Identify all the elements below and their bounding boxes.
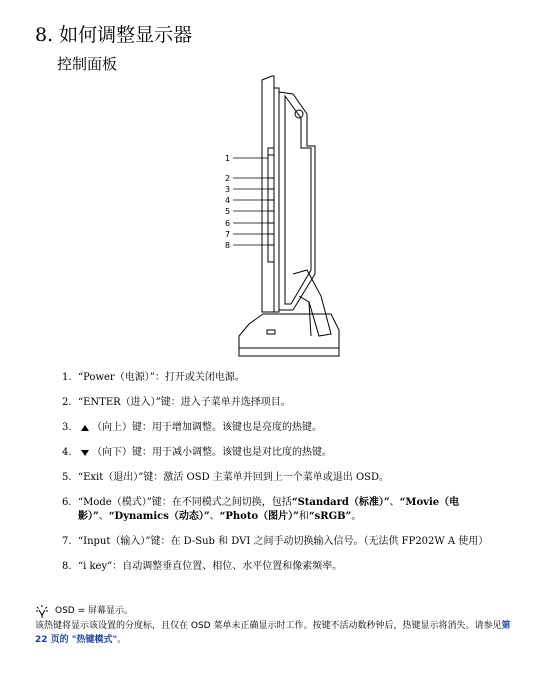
control-list	[62, 371, 522, 585]
list-item	[62, 371, 522, 385]
list-item	[62, 396, 522, 410]
list-item	[62, 471, 522, 485]
item-number: 6.	[62, 497, 72, 508]
list-item	[62, 496, 522, 524]
item-text: “ENTER（进入）”键：进入子菜单并选择项目。	[78, 397, 291, 408]
item-number: 2.	[62, 397, 72, 408]
item-number: 8.	[62, 561, 72, 572]
list-item	[62, 560, 522, 574]
list-item	[62, 535, 522, 549]
section-heading: 8. 如何调整显示器	[35, 24, 193, 46]
callout-label: 5	[225, 207, 231, 216]
item-text: “i key”：自动调整垂直位置、相位、水平位置和像素频率。	[78, 561, 343, 572]
monitor-side-view-figure	[215, 74, 345, 364]
page-reference-link[interactable]: 第 22 页的 "热键模式"	[35, 621, 511, 645]
item-text: “Power（电源）”：打开或关闭电源。	[78, 372, 245, 383]
item-number: 7.	[62, 536, 72, 547]
monitor-diagram	[215, 74, 345, 364]
note-title: OSD = 屏幕显示。	[55, 606, 133, 616]
item-number: 3.	[62, 422, 72, 433]
item-text: “Mode（模式）”键：在不同模式之间切换，包括“Standard（标准）”、“Movie（电影）”、“Dynamics（动态）”、“Photo（图片）”和“sRGB”。	[78, 497, 460, 522]
subsection-heading: 控制面板	[57, 55, 118, 73]
callout-label: 3	[225, 185, 231, 194]
callout-label: 2	[225, 174, 231, 183]
list-item	[62, 446, 522, 460]
callout-label: 6	[225, 219, 231, 228]
item-number: 5.	[62, 472, 72, 483]
up-arrow-icon	[81, 425, 89, 431]
item-text: “Input（输入）”键：在 D-Sub 和 DVI 之间手动切换输入信号。（无法供 FP202W A 使用）	[78, 536, 489, 547]
callout-label: 1	[225, 154, 231, 163]
down-arrow-icon	[81, 450, 89, 456]
item-text: （向下）键：用于减小调整。该键也是对比度的热键。	[92, 447, 332, 458]
callout-label: 4	[225, 196, 231, 205]
note-body: 该热键将显示该设置的分度标，且仅在 OSD 菜单未正确显示时工作。按键不活动数秒钟后，热键显示将消失。请参见第 22 页的 "热键模式"。	[35, 621, 511, 645]
item-number: 4.	[62, 447, 72, 458]
tip-note	[35, 604, 520, 647]
item-number: 1.	[62, 372, 72, 383]
item-text: “Exit（退出）”键：激活 OSD 主菜单并回到上一个菜单或退出 OSD。	[78, 472, 390, 483]
callout-label: 8	[225, 241, 231, 250]
lightbulb-icon	[35, 604, 49, 618]
item-text: （向上）键：用于增加调整。该键也是亮度的热键。	[92, 422, 322, 433]
callout-label: 7	[225, 230, 231, 239]
list-item	[62, 421, 522, 435]
